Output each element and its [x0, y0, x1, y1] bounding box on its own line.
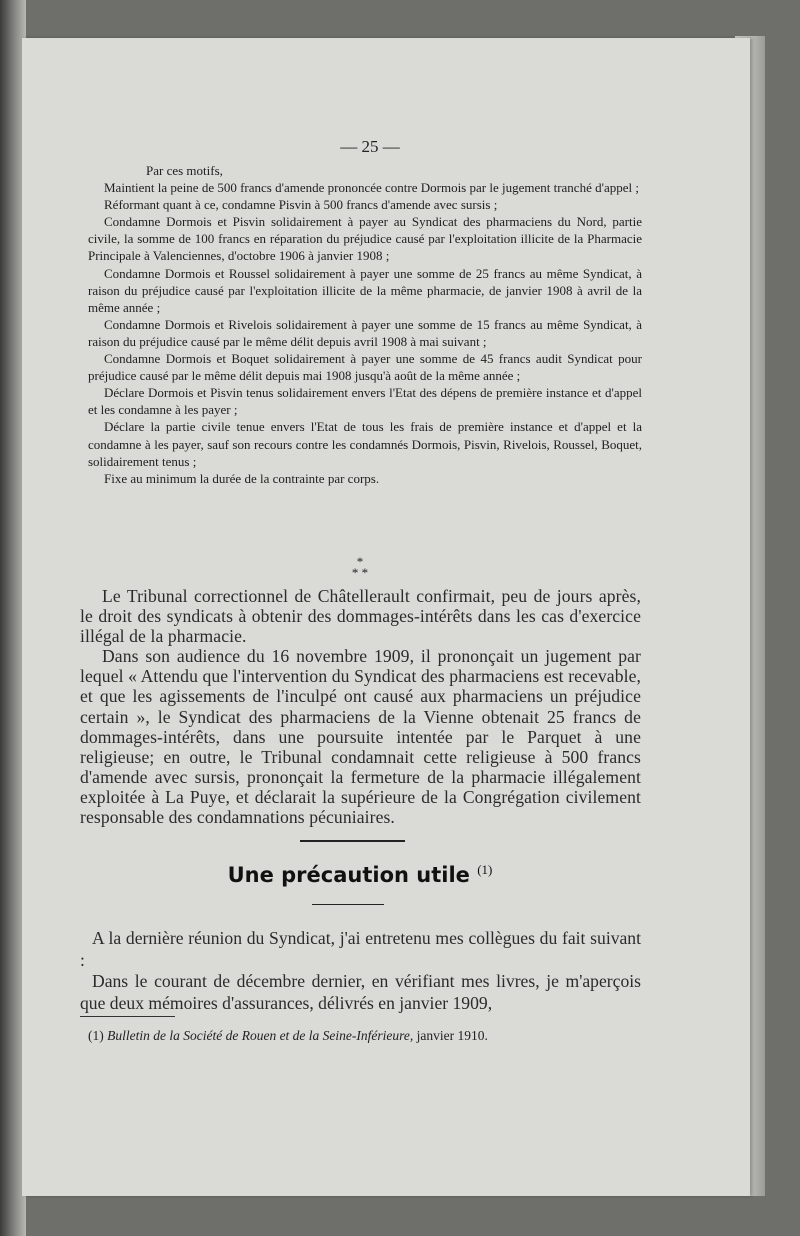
- judgment-paragraph: Maintient la peine de 500 francs d'amende prononcée contre Dormois par le jugement tranché d'appel ;: [104, 180, 639, 196]
- section-title: [200, 862, 520, 887]
- judgment-paragraph: Par ces motifs,: [146, 163, 223, 178]
- section-title-text: Une précaution utile: [227, 863, 470, 887]
- judgment-paragraph: Condamne Dormois et Boquet solidairement à payer une somme de 45 francs audit Syndicat pour préjudice causé par le même délit depuis mai 1908 jusqu'à août de la même année ;: [88, 351, 642, 384]
- section-rule-top: [300, 840, 405, 842]
- judgment-text: [88, 162, 642, 487]
- judgment-paragraph: Condamne Dormois et Pisvin solidairement à payer au Syndicat des pharmaciens du Nord, partie civile, la somme de 100 francs en réparation du préjudice causé par l'exploitation illicite de la Pharmacie Principale à Valenciennes, d'octobre 1906 à janvier 1908 ;: [88, 214, 642, 264]
- footnote: [88, 1028, 648, 1044]
- judgment-paragraph: Condamne Dormois et Rivelois solidairement à payer une somme de 15 francs au même Syndicat, à raison du préjudice causé par le même délit depuis avril 1908 à mai suivant ;: [88, 316, 642, 349]
- footnote-rule: [80, 1016, 175, 1017]
- footnote-mark: (1): [88, 1028, 104, 1043]
- body-paragraph: Dans son audience du 16 novembre 1909, il prononçait un jugement par lequel « Attendu que l'intervention du Syndicat des pharmaciens est recevable, et que les agissements de l'inculpé ont causé aux pharmaciens un préjudice certain », le Syndicat des pharmaciens de la Vienne obtenait 25 francs de dommages-intérêts, dans une poursuite intentée par le Parquet à une religieuse; en outre, le Tribunal condamnait cette religieuse à 500 francs d'amende avec sursis, prononçait la fermeture de la pharmacie illégalement exploitée à La Puye, et déclarait la supérieure de la Congrégation civilement responsable des condamnations pécuniaires.: [80, 646, 641, 828]
- body-paragraph: Le Tribunal correctionnel de Châtellerault confirmait, peu de jours après, le droit des syndicats à obtenir des dommages-intérêts dans les cas d'exercice illégal de la pharmacie.: [80, 586, 641, 647]
- judgment-paragraph: Déclare Dormois et Pisvin tenus solidairement envers l'Etat des dépens de première instance et d'appel et les condamne à les payer ;: [88, 385, 642, 418]
- section-paragraph: Dans le courant de décembre dernier, en vérifiant mes livres, je m'aperçois que deux mémoires d'assurances, délivrés en janvier 1909,: [80, 971, 641, 1014]
- judgment-paragraph: Condamne Dormois et Roussel solidairement à payer une somme de 25 francs au même Syndicat, à raison du préjudice causé par l'exploitation illicite de la même pharmacie, de janvier 1908 à avril de la même année ;: [88, 265, 642, 315]
- judgment-paragraph: Réformant quant à ce, condamne Pisvin à 500 francs d'amende avec sursis ;: [104, 197, 498, 213]
- section-rule-bottom: [312, 904, 384, 905]
- judgment-paragraph: Déclare la partie civile tenue envers l'Etat de tous les frais de première instance et d'appel et la condamne à les payer, sauf son recours contre les condamnés Dormois, Pisvin, Rivelois, Roussel, Boquet, solidairement tenus ;: [88, 419, 642, 469]
- judgment-paragraph: Fixe au minimum la durée de la contrainte par corps.: [104, 470, 380, 486]
- page-number: — 25 —: [340, 137, 400, 156]
- body-text: [80, 586, 641, 827]
- asterism-separator: * * *: [351, 554, 369, 580]
- footnote-date: janvier 1910.: [416, 1028, 488, 1043]
- footnote-reference: (1): [477, 862, 493, 877]
- section-paragraph: A la dernière réunion du Syndicat, j'ai entretenu mes collègues du fait suivant :: [80, 928, 641, 970]
- section-text: [80, 928, 641, 1015]
- footnote-source: Bulletin de la Société de Rouen et de la Seine-Inférieure,: [107, 1028, 414, 1043]
